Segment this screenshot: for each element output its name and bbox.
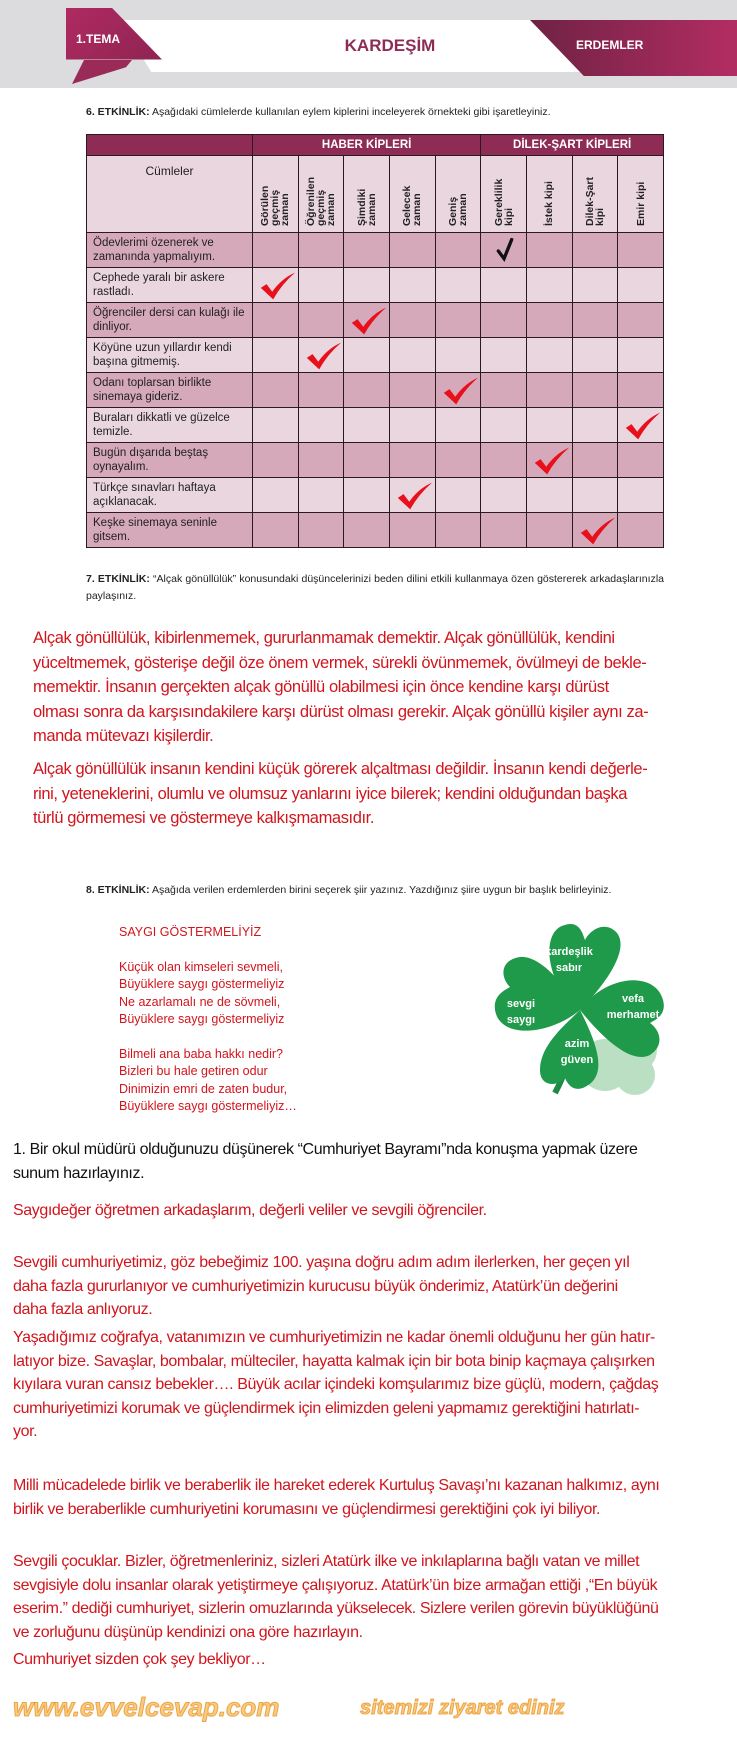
checkbox-cell[interactable] bbox=[253, 443, 299, 478]
checkbox-cell[interactable] bbox=[618, 303, 664, 338]
watermark-slogan: sitemizi ziyaret ediniz bbox=[360, 1697, 565, 1719]
column-header-label: İstek kipi bbox=[543, 181, 556, 226]
four-leaf-clover-illustration bbox=[485, 915, 675, 1100]
sentence-cell: Ödevlerimi özenerek ve zamanında yapmalıyım. bbox=[87, 233, 253, 268]
checkmark-icon bbox=[257, 270, 297, 302]
verb-mood-table bbox=[86, 134, 664, 548]
activity7-text: “Alçak gönüllülük” konusundaki düşüncelerinizi beden dilini etkili kullanmaya özen göstererek arkadaşlarınızla paylaşınız. bbox=[86, 573, 664, 602]
column-header-label: Emir kipi bbox=[634, 181, 647, 226]
speech-line: Milli mücadelede birlik ve beraberlik ile hareket ederek Kurtuluş Savaşı’nı kazanan halkımız, aynı bbox=[13, 1477, 660, 1494]
checkbox-cell[interactable] bbox=[435, 408, 481, 443]
checkbox-cell[interactable] bbox=[298, 513, 344, 548]
checkbox-cell[interactable] bbox=[435, 338, 481, 373]
checkmark-icon bbox=[485, 235, 525, 267]
checkbox-cell[interactable] bbox=[572, 513, 618, 548]
checkbox-cell[interactable] bbox=[435, 303, 481, 338]
checkbox-cell[interactable] bbox=[253, 233, 299, 268]
checkbox-cell[interactable] bbox=[435, 513, 481, 548]
checkbox-cell[interactable] bbox=[618, 338, 664, 373]
table-row bbox=[87, 513, 664, 548]
section-label: ERDEMLER bbox=[576, 38, 644, 52]
speech-line: eserim.” dediği cumhuriyet, sizlerin omuzlarında yükselecek. Sizlere verilen görevin büyüklüğünü bbox=[13, 1600, 659, 1617]
speech-line: birlik ve beraberlikle cumhuriyetini korumasını ve güçlendirmesi gerektiğini çok iyi biliyor. bbox=[13, 1500, 601, 1518]
checkbox-cell[interactable] bbox=[344, 338, 390, 373]
checkbox-cell[interactable] bbox=[298, 338, 344, 373]
answer-line: olması sonra da karşısındakilere karşı dürüst olması gerekir. Alçak gönüllü kişiler aynı za- bbox=[33, 702, 649, 721]
checkbox-cell[interactable] bbox=[481, 373, 527, 408]
checkbox-cell[interactable] bbox=[389, 373, 435, 408]
sentence-cell: Öğrenciler dersi can kulağı ile dinliyor. bbox=[87, 303, 253, 338]
checkbox-cell[interactable] bbox=[253, 268, 299, 303]
column-header-label: Geniş zaman bbox=[446, 193, 469, 226]
answer-line: manda mütevazı kişilerdir. bbox=[33, 727, 214, 745]
checkbox-cell[interactable] bbox=[298, 443, 344, 478]
table-row bbox=[87, 443, 664, 478]
checkbox-cell[interactable] bbox=[298, 233, 344, 268]
clover-word: güven bbox=[560, 1054, 594, 1066]
clover-word: azim bbox=[564, 1038, 590, 1050]
poem-line: Küçük olan kimseleri sevmeli, bbox=[119, 959, 283, 974]
activity8-text: Aşağıda verilen erdemlerden birini seçerek şiir yazınız. Yazdığınız şiire uygun bir başlık belirleyiniz. bbox=[151, 884, 612, 896]
table-corner bbox=[87, 135, 253, 156]
sentence-cell: Buraları dikkatli ve güzelce temizle. bbox=[87, 408, 253, 443]
checkmark-icon bbox=[348, 305, 388, 337]
speech-line: Cumhuriyet sizden çok şey bekliyor… bbox=[13, 1651, 266, 1668]
column-header bbox=[435, 156, 481, 233]
prompt-line: sunum hazırlayınız. bbox=[13, 1164, 145, 1182]
checkbox-cell[interactable] bbox=[572, 373, 618, 408]
activity6-instruction bbox=[86, 104, 551, 121]
checkbox-cell[interactable] bbox=[389, 233, 435, 268]
answer-line: Alçak gönüllülük insanın kendini küçük görerek alçaltması değildir. İnsanın kendi değerle- bbox=[33, 760, 648, 778]
checkbox-cell[interactable] bbox=[389, 268, 435, 303]
column-header-label: Gelecek zaman bbox=[401, 185, 424, 226]
checkbox-cell[interactable] bbox=[344, 478, 390, 513]
checkmark-icon bbox=[531, 445, 571, 477]
checkbox-cell[interactable] bbox=[572, 408, 618, 443]
speech-paragraph bbox=[13, 1550, 658, 1644]
sentence-cell: Bugün dışarıda beştaş oynayalım. bbox=[87, 443, 253, 478]
sentence-cell: Keşke sinemaya seninle gitsem. bbox=[87, 513, 253, 548]
checkbox-cell[interactable] bbox=[389, 303, 435, 338]
speech-line: daha fazla gururlanıyor ve cumhuriyetimizin kurucusu büyük önderimiz, Atatürk’ün değerini bbox=[13, 1277, 618, 1295]
checkbox-cell[interactable] bbox=[298, 303, 344, 338]
checkbox-cell[interactable] bbox=[572, 303, 618, 338]
clover-word: sevgi bbox=[506, 998, 536, 1010]
column-header bbox=[253, 156, 299, 233]
clover-word: saygı bbox=[506, 1014, 536, 1026]
checkbox-cell[interactable] bbox=[526, 303, 572, 338]
table-row bbox=[87, 233, 664, 268]
checkbox-cell[interactable] bbox=[618, 478, 664, 513]
speech-paragraph bbox=[13, 1326, 658, 1444]
column-header-label: Gereklilik kipi bbox=[492, 178, 515, 226]
checkbox-cell[interactable] bbox=[253, 373, 299, 408]
checkbox-cell[interactable] bbox=[298, 373, 344, 408]
clover-word: kardeşlik bbox=[545, 946, 593, 958]
answer-line: rini, yeteneklerini, olumlu ve olumsuz yanlarını iyice bilerek; kendini olduğundan başka bbox=[33, 784, 627, 803]
activity7-answer-p2 bbox=[33, 757, 647, 831]
column-header-label: Öğrenilen geçmiş zaman bbox=[304, 176, 337, 226]
poem-line: Ne azarlamalı ne de sövmeli, bbox=[119, 994, 281, 1009]
table-row bbox=[87, 478, 664, 513]
checkbox-cell[interactable] bbox=[572, 443, 618, 478]
speech-paragraph bbox=[13, 1199, 487, 1223]
table-row bbox=[87, 338, 664, 373]
checkmark-icon bbox=[440, 375, 480, 407]
checkbox-cell[interactable] bbox=[481, 443, 527, 478]
sentence-cell: Türkçe sınavları haftaya açıklanacak. bbox=[87, 478, 253, 513]
prompt-line: 1. Bir okul müdürü olduğunuzu düşünerek “Cumhuriyet Bayramı”nda konuşma yapmak üzere bbox=[13, 1141, 638, 1158]
speech-line: yor. bbox=[13, 1423, 38, 1440]
answer-line: türlü görmemesi ve göstermeye kalkışmamasıdır. bbox=[33, 809, 375, 827]
checkbox-cell[interactable] bbox=[481, 408, 527, 443]
checkbox-cell[interactable] bbox=[253, 303, 299, 338]
activity8-instruction bbox=[86, 882, 664, 899]
checkbox-cell[interactable] bbox=[526, 443, 572, 478]
checkbox-cell[interactable] bbox=[253, 513, 299, 548]
checkbox-cell[interactable] bbox=[481, 303, 527, 338]
checkbox-cell[interactable] bbox=[389, 513, 435, 548]
checkbox-cell[interactable] bbox=[253, 408, 299, 443]
speech-line: daha fazla anlıyoruz. bbox=[13, 1301, 153, 1318]
checkbox-cell[interactable] bbox=[435, 373, 481, 408]
checkbox-cell[interactable] bbox=[435, 268, 481, 303]
column-header bbox=[526, 156, 572, 233]
checkmark-icon bbox=[303, 340, 343, 372]
poem bbox=[119, 924, 297, 1116]
checkbox-cell[interactable] bbox=[618, 268, 664, 303]
sentence-cell: Köyüne uzun yıllardır kendi başına gitmemiş. bbox=[87, 338, 253, 373]
checkbox-cell[interactable] bbox=[435, 443, 481, 478]
column-header-label: Dilek-Şart kipi bbox=[583, 176, 606, 226]
checkbox-cell[interactable] bbox=[389, 478, 435, 513]
checkbox-cell[interactable] bbox=[481, 478, 527, 513]
column-header-label: Şimdiki zaman bbox=[355, 188, 378, 226]
poem-line: Büyüklere saygı göstermeliyiz bbox=[119, 1012, 285, 1026]
checkbox-cell[interactable] bbox=[344, 373, 390, 408]
checkbox-cell[interactable] bbox=[389, 338, 435, 373]
checkbox-cell[interactable] bbox=[572, 268, 618, 303]
column-header bbox=[572, 156, 618, 233]
poem-line: Dinimizin emri de zaten budur, bbox=[119, 1081, 288, 1096]
checkbox-cell[interactable] bbox=[344, 513, 390, 548]
speech-paragraph bbox=[13, 1251, 629, 1322]
checkbox-cell[interactable] bbox=[298, 268, 344, 303]
answer-line: Alçak gönüllülük, kibirlenmemek, gururlanmamak demektir. Alçak gönüllülük, kendini bbox=[33, 629, 615, 647]
poem-line: Bizleri bu hale getiren odur bbox=[119, 1064, 268, 1078]
checkbox-cell[interactable] bbox=[481, 268, 527, 303]
page-title: KARDEŞİM bbox=[344, 36, 436, 55]
speech-line: Sevgili cumhuriyetimiz, göz bebeğimiz 100. yaşına doğru adım adım ilerlerken, her geçen yıl bbox=[13, 1254, 630, 1271]
checkbox-cell[interactable] bbox=[572, 478, 618, 513]
checkbox-cell[interactable] bbox=[344, 268, 390, 303]
speech-line: Yaşadığımız coğrafya, vatanımızın ve cumhuriyetimizin ne kadar önemli olduğunu her gün hatır- bbox=[13, 1329, 655, 1346]
tema-label: 1.TEMA bbox=[76, 32, 121, 46]
poem-line: Büyüklere saygı göstermeliyiz… bbox=[119, 1099, 297, 1113]
poem-line: Büyüklere saygı göstermeliyiz bbox=[119, 977, 285, 991]
checkbox-cell[interactable] bbox=[526, 478, 572, 513]
poem-stanza-1 bbox=[119, 959, 297, 1029]
column-header bbox=[481, 156, 527, 233]
poem-title: SAYGI GÖSTERMELİYİZ bbox=[119, 925, 262, 939]
group-haber-header: HABER KİPLERİ bbox=[253, 135, 481, 156]
clover-word: merhamet bbox=[606, 1009, 660, 1021]
sentence-cell: Cephede yaralı bir askere rastladı. bbox=[87, 268, 253, 303]
checkbox-cell[interactable] bbox=[618, 233, 664, 268]
checkbox-cell[interactable] bbox=[253, 338, 299, 373]
checkbox-cell[interactable] bbox=[344, 408, 390, 443]
activity7-label: 7. ETKİNLİK: bbox=[86, 573, 150, 585]
checkbox-cell[interactable] bbox=[572, 338, 618, 373]
checkbox-cell[interactable] bbox=[389, 443, 435, 478]
checkbox-cell[interactable] bbox=[344, 303, 390, 338]
poem-line: Bilmeli ana baba hakkı nedir? bbox=[119, 1046, 283, 1061]
table-row bbox=[87, 373, 664, 408]
speech-line: Sevgili çocuklar. Bizler, öğretmenleriniz, sizleri Atatürk ilke ve inkılaplarına bağlı vatan ve millet bbox=[13, 1553, 640, 1570]
speech-line: kıyılara vuran cansız bebekler…. Büyük acılar içindeki komşularımız bize güçlü, modern, çağdaş bbox=[13, 1376, 659, 1393]
checkbox-cell[interactable] bbox=[344, 443, 390, 478]
checkbox-cell[interactable] bbox=[618, 373, 664, 408]
checkbox-cell[interactable] bbox=[298, 478, 344, 513]
speech-paragraph bbox=[13, 1474, 659, 1521]
checkbox-cell[interactable] bbox=[435, 478, 481, 513]
column-header-label: Görülen geçmiş zaman bbox=[259, 185, 292, 226]
checkbox-cell[interactable] bbox=[526, 373, 572, 408]
checkbox-cell[interactable] bbox=[618, 408, 664, 443]
checkbox-cell[interactable] bbox=[298, 408, 344, 443]
checkbox-cell[interactable] bbox=[481, 233, 527, 268]
watermark-site: www.evvelcevap.com bbox=[13, 1692, 280, 1722]
checkbox-cell[interactable] bbox=[389, 408, 435, 443]
column-header bbox=[298, 156, 344, 233]
checkbox-cell[interactable] bbox=[618, 443, 664, 478]
poem-stanza-2 bbox=[119, 1046, 297, 1116]
column-header bbox=[618, 156, 664, 233]
checkbox-cell[interactable] bbox=[572, 233, 618, 268]
checkbox-cell[interactable] bbox=[618, 513, 664, 548]
checkmark-icon bbox=[622, 410, 662, 442]
checkbox-cell[interactable] bbox=[481, 338, 527, 373]
checkbox-cell[interactable] bbox=[344, 233, 390, 268]
column-header bbox=[389, 156, 435, 233]
checkbox-cell[interactable] bbox=[526, 233, 572, 268]
activity6-label: 6. ETKİNLİK: bbox=[86, 106, 150, 118]
col-sentences-header: Cümleler bbox=[87, 156, 253, 233]
speech-line: latıyor bize. Savaşlar, bombalar, mülteciler, hayatta kalmak için bir bota binip kaçmaya çalışırken bbox=[13, 1352, 655, 1370]
checkbox-cell[interactable] bbox=[435, 233, 481, 268]
checkbox-cell[interactable] bbox=[526, 268, 572, 303]
checkmark-icon bbox=[577, 515, 617, 547]
group-dilek-header: DİLEK-ŞART KİPLERİ bbox=[481, 135, 664, 156]
answer-line: memektir. İnsanın gerçekten alçak gönüllü olabilmesi için önce kendine karşı dürüst bbox=[33, 678, 609, 696]
activity7-answer-p1 bbox=[33, 626, 648, 749]
table-row bbox=[87, 303, 664, 338]
question1-prompt bbox=[13, 1138, 638, 1185]
activity6-text: Aşağıdaki cümlelerde kullanılan eylem kiplerini inceleyerek örnekteki gibi işaretleyiniz. bbox=[151, 106, 551, 118]
speech-line: Saygıdeğer öğretmen arkadaşlarım, değerli veliler ve sevgili öğrenciler. bbox=[13, 1202, 487, 1219]
table-row bbox=[87, 408, 664, 443]
checkbox-cell[interactable] bbox=[481, 513, 527, 548]
sentence-cell: Odanı toplarsan birlikte sinemaya gideriz. bbox=[87, 373, 253, 408]
checkbox-cell[interactable] bbox=[526, 408, 572, 443]
checkbox-cell[interactable] bbox=[253, 478, 299, 513]
checkbox-cell[interactable] bbox=[526, 513, 572, 548]
table-row bbox=[87, 268, 664, 303]
checkmark-icon bbox=[394, 480, 434, 512]
speech-paragraph bbox=[13, 1648, 266, 1672]
activity7-instruction bbox=[86, 571, 664, 605]
clover-word: sabır bbox=[555, 962, 583, 974]
activity8-label: 8. ETKİNLİK: bbox=[86, 884, 150, 896]
column-header bbox=[344, 156, 390, 233]
clover-word: vefa bbox=[621, 993, 645, 1005]
answer-line: yüceltmemek, gösterişe değil öze önem vermek, sürekli övünmemek, övülmeyi de bekle- bbox=[33, 653, 647, 672]
speech-line: cumhuriyetimizi korumak ve güçlendirmek için elimizden geleni yapmamız gerektiğini hatırlatı- bbox=[13, 1399, 640, 1417]
checkbox-cell[interactable] bbox=[526, 338, 572, 373]
speech-line: ve zorluğunu düşünüp kendinizi ona göre hazırlayın. bbox=[13, 1623, 363, 1641]
speech-line: sevgisiyle dolu insanlar olarak yetiştirmeye çalışıyoruz. Atatürk’ün bize armağan ettiği ,“En büyük bbox=[13, 1576, 658, 1594]
